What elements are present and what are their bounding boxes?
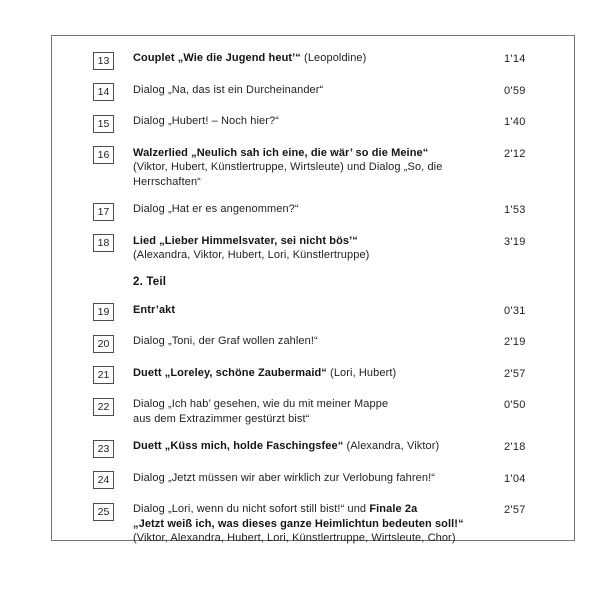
track-number-badge: 20: [93, 335, 114, 353]
track-duration: 0'50: [504, 399, 526, 411]
track-number-badge: 22: [93, 398, 114, 416]
track-title-line: [133, 114, 496, 129]
track-title-segment: (Leopoldine): [300, 52, 367, 64]
booklet-page: [51, 35, 575, 544]
track-duration: 0'59: [504, 84, 526, 97]
track-number-badge: 23: [93, 440, 114, 458]
track-title-line: [133, 248, 496, 263]
track-title-bold-segment: Entr’akt: [133, 303, 176, 316]
track-number-badge: 25: [93, 503, 114, 521]
track-title-line: [133, 51, 496, 66]
section-heading: 2. Teil: [133, 275, 167, 288]
track-title-segment: (Alexandra, Viktor, Hubert, Lori, Künstlertruppe): [133, 249, 370, 261]
track-title-line: [133, 303, 496, 318]
track-title-line: [133, 531, 496, 546]
track-duration: 2'12: [504, 147, 526, 160]
track-row: [93, 234, 574, 263]
track-number-badge: 17: [93, 203, 114, 221]
track-duration: 2'19: [504, 336, 526, 348]
track-title: [133, 51, 504, 66]
track-number-badge: 16: [93, 146, 114, 164]
track-duration: 2'57: [504, 367, 526, 380]
track-row: [93, 334, 574, 353]
track-title-segment: Dialog „Toni, der Graf wollen zahlen!“: [133, 335, 318, 347]
track-title: [133, 114, 504, 129]
track-title: [133, 303, 504, 318]
track-title: [133, 366, 504, 381]
track-row: [93, 439, 574, 458]
track-row: [93, 146, 574, 190]
track-title-bold-segment: Duett „Küss mich, holde Faschingsfee“: [133, 440, 344, 452]
track-title: [133, 334, 504, 349]
track-title-segment: (Alexandra, Viktor): [343, 440, 440, 452]
track-number-badge: 19: [93, 303, 114, 321]
track-title-line: [133, 517, 496, 532]
track-duration: 1'04: [504, 472, 526, 485]
track-title-line: [133, 397, 496, 412]
track-title-line: [133, 412, 496, 427]
track-title: [133, 502, 504, 546]
track-title-bold-segment: Finale 2a: [369, 503, 418, 515]
track-title: [133, 83, 504, 98]
track-title: [133, 202, 504, 217]
track-title-line: [133, 146, 496, 161]
track-title: [133, 146, 504, 190]
track-duration: 2'18: [504, 441, 526, 453]
track-title: [133, 439, 504, 454]
track-number-badge: 24: [93, 471, 114, 489]
track-title-line: [133, 83, 496, 98]
track-row: [93, 83, 574, 102]
track-title-segment: (Viktor, Hubert, Künstlertruppe, Wirtsleute) und Dialog „So, die Herrschaften“: [133, 161, 443, 188]
track-title-line: [133, 471, 496, 486]
track-title-segment: Dialog „Hat er es angenommen?“: [133, 203, 299, 215]
track-duration: 2'57: [504, 504, 526, 516]
track-title-bold-segment: Duett „Loreley, schöne Zaubermaid“: [133, 366, 327, 379]
track-title-segment: aus dem Extrazimmer gestürzt bist“: [133, 412, 310, 425]
track-title-bold-segment: „Jetzt weiß ich, was dieses ganze Heimlichtun bedeuten soll!“: [133, 517, 464, 530]
track-title-segment: Dialog „Ich hab’ gesehen, wie du mit meiner Mappe: [133, 398, 389, 410]
track-title: [133, 397, 504, 426]
track-row: [93, 397, 574, 426]
track-row: [93, 502, 574, 546]
track-title-line: [133, 366, 496, 381]
track-row: [93, 51, 574, 70]
track-number-badge: 18: [93, 234, 114, 252]
track-title: [133, 234, 504, 263]
track-title-segment: Dialog „Hubert! – Noch hier?“: [133, 115, 279, 127]
track-number-badge: 21: [93, 366, 114, 384]
track-title-segment: Dialog „Lori, wenn du nicht sofort still bist!“ und: [133, 503, 370, 515]
track-number-badge: 13: [93, 52, 114, 70]
track-title-line: [133, 234, 496, 249]
track-title-line: [133, 502, 496, 517]
track-duration: 0'31: [504, 304, 526, 317]
track-duration: 1'14: [504, 53, 526, 65]
track-title-bold-segment: Walzerlied „Neulich sah ich eine, die wär’ so die Meine“: [133, 146, 429, 159]
track-duration: 3'19: [504, 235, 526, 248]
track-duration: 1'40: [504, 116, 526, 128]
track-title-segment: (Viktor, Alexandra, Hubert, Lori, Künstlertruppe, Wirtsleute, Chor): [133, 532, 456, 544]
track-title-segment: Dialog „Jetzt müssen wir aber wirklich zur Verlobung fahren!“: [133, 471, 435, 484]
track-row: [93, 366, 574, 385]
track-title-segment: (Lori, Hubert): [326, 366, 397, 379]
track-title-line: [133, 160, 496, 189]
track-title-line: [133, 202, 496, 217]
track-title-bold-segment: Couplet „Wie die Jugend heut’“: [133, 52, 301, 64]
track-title: [133, 471, 504, 486]
track-duration: 1'53: [504, 204, 526, 216]
tracklist: [52, 36, 574, 546]
track-number-badge: 15: [93, 115, 114, 133]
track-title-line: [133, 439, 496, 454]
track-title-segment: Dialog „Na, das ist ein Durcheinander“: [133, 83, 324, 96]
track-number-badge: 14: [93, 83, 114, 101]
track-title-line: [133, 334, 496, 349]
track-row: [93, 303, 574, 322]
track-row: [93, 202, 574, 221]
track-title-bold-segment: Lied „Lieber Himmelsvater, sei nicht bös’“: [133, 234, 358, 247]
track-row: [93, 471, 574, 490]
track-row: [93, 114, 574, 133]
